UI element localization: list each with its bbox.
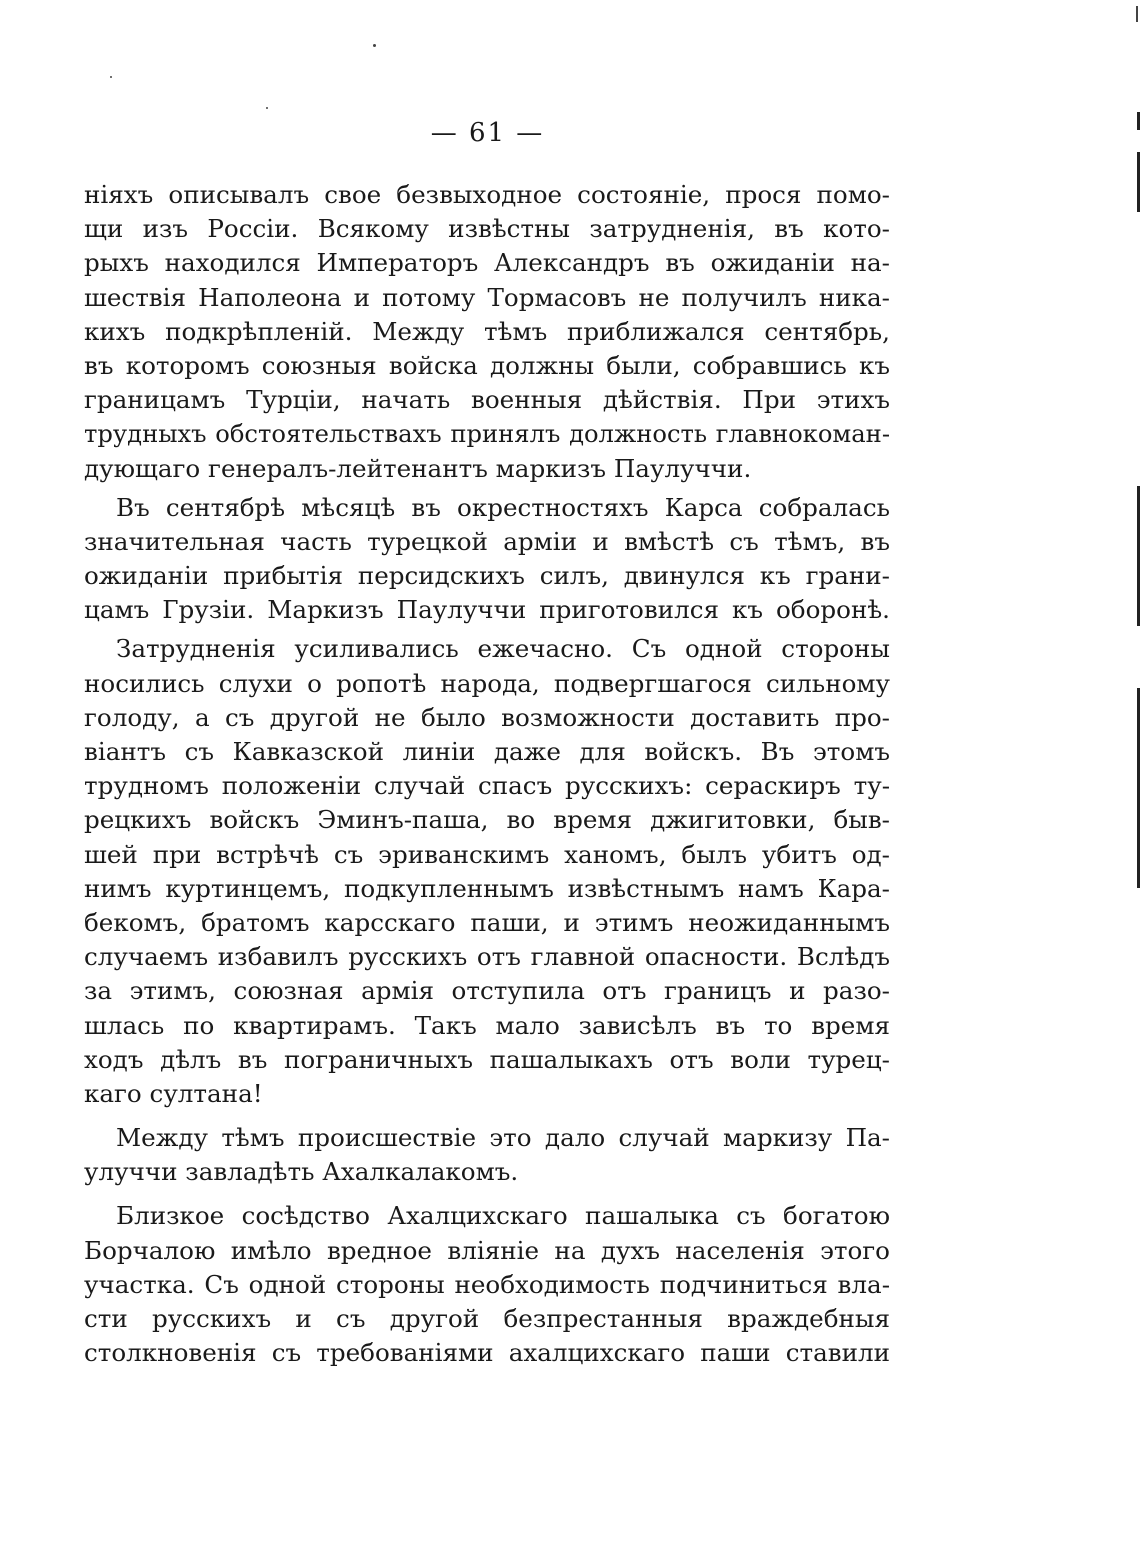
text-line: за этимъ, союзная армія отступила отъ границъ и разо- (84, 976, 890, 1006)
text-line: Близкое сосѣдство Ахалцихскаго пашалыка съ богатою (116, 1201, 890, 1231)
scan-speck (266, 107, 268, 109)
text-line: кихъ подкрѣпленій. Между тѣмъ приближался сентябрь, (84, 316, 890, 346)
text-line: віантъ съ Кавказской линіи даже для войскъ. Въ этомъ (84, 737, 890, 766)
paragraph (84, 491, 890, 628)
page-number: — 61 — (430, 118, 545, 148)
paragraph (84, 632, 890, 1111)
text-line: случаемъ избавилъ русскихъ отъ главной опасности. Вслѣдъ (84, 942, 890, 972)
text-line: бекомъ, братомъ карсскаго паши, и этимъ неожиданнымъ (84, 907, 890, 937)
text-line: границамъ Турціи, начать военныя дѣйствія. При этихъ (84, 385, 890, 415)
text-line: шей при встрѣчѣ съ эриванскимъ ханомъ, былъ убитъ од- (84, 839, 890, 869)
text-line: Затрудненія усиливались ежечасно. Съ одной стороны (116, 634, 890, 664)
text-line: участка. Съ одной стороны необходимость подчиниться вла- (84, 1269, 890, 1299)
text-line: Борчалою имѣло вредное вліяніе на духъ населенія этого (84, 1235, 890, 1265)
text-line: цамъ Грузіи. Маркизъ Паулуччи приготовился къ оборонѣ. (84, 595, 890, 625)
text-line: Въ сентябрѣ мѣсяцѣ въ окрестностяхъ Карса собралась (116, 492, 890, 522)
text-line: трудныхъ обстоятельствахъ принялъ должность главнокоман- (84, 420, 890, 449)
text-line: носились слухи о ропотѣ народа, подвергшагося сильному (84, 668, 890, 698)
scan-speck (373, 44, 376, 47)
text-line: ожиданіи прибытія персидскихъ силъ, двинулся къ грани- (84, 561, 890, 591)
text-line: нимъ куртинцемъ, подкупленнымъ извѣстнымъ намъ Кара- (84, 873, 890, 903)
paragraph (84, 1199, 890, 1370)
text-line: ходъ дѣлъ въ пограничныхъ пашалыкахъ отъ воли турец- (84, 1044, 890, 1074)
text-line: значительная часть турецкой арміи и вмѣстѣ съ тѣмъ, въ (84, 526, 890, 556)
body-text (84, 178, 890, 1370)
scan-speck (110, 76, 112, 78)
paragraph (84, 178, 890, 486)
text-line: рецкихъ войскъ Эминъ-паша, во время джигитовки, быв- (84, 805, 890, 835)
text-line: ніяхъ описывалъ свое безвыходное состояніе, прося помо- (84, 180, 890, 209)
text-line: шествія Наполеона и потому Тормасовъ не получилъ ника- (84, 282, 890, 312)
text-line: трудномъ положеніи случай спасъ русскихъ: сераскиръ ту- (84, 771, 890, 801)
text-line: рыхъ находился Императоръ Александръ въ ожиданіи на- (84, 248, 890, 278)
text-line: сти русскихъ и съ другой безпрестанныя враждебныя (84, 1304, 890, 1333)
text-line: шлась по квартирамъ. Такъ мало зависѣлъ въ то время (84, 1010, 890, 1040)
paragraph (84, 1121, 890, 1189)
text-line: улуччи завладѣть Ахалкалакомъ. (84, 1157, 519, 1187)
text-line: дующаго генералъ-лейтенантъ маркизъ Паулуччи. (84, 453, 752, 483)
text-line: щи изъ Россіи. Всякому извѣстны затрудненія, въ кото- (84, 214, 890, 244)
text-line: столкновенія съ требованіями ахалцихскаго паши ставили (84, 1338, 890, 1368)
scan-speck (1136, 6, 1138, 22)
text-line: голоду, а съ другой не было возможности доставить про- (84, 702, 890, 732)
text-line: въ которомъ союзныя войска должны были, собравшись къ (84, 350, 890, 380)
text-line: каго султана! (84, 1078, 263, 1108)
text-line: Между тѣмъ происшествіе это дало случай маркизу Па- (116, 1123, 890, 1153)
